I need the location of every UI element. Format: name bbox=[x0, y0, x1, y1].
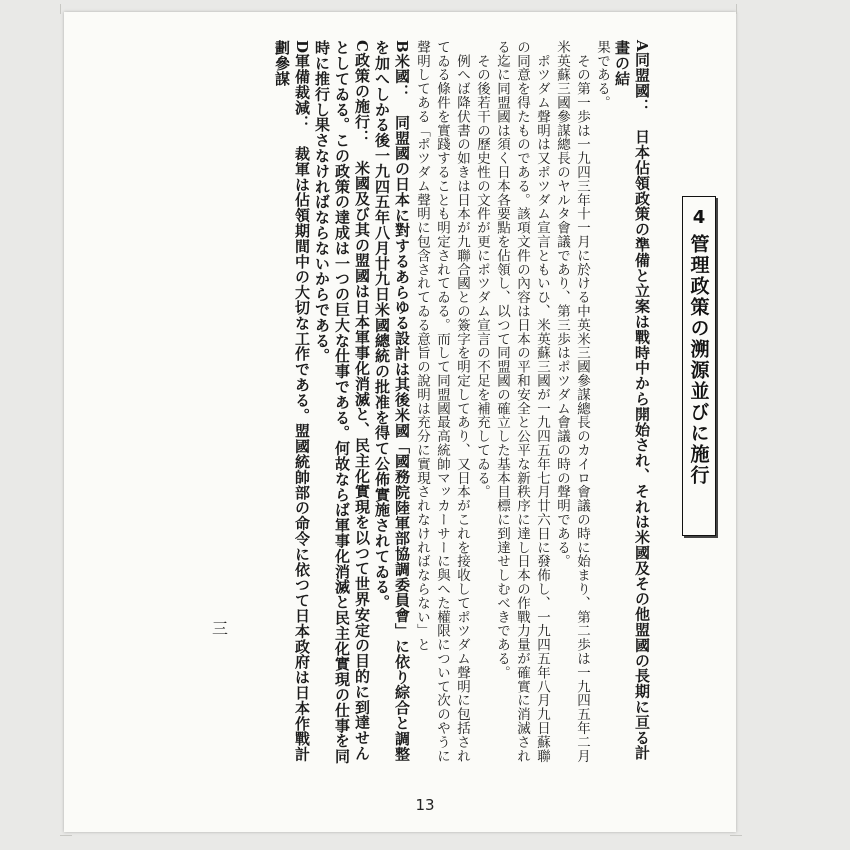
paragraph-d-heading: D軍備裁減： 裁軍は佔領期間中の大切な工作である。盟國統帥部の命令に依つて日本政府は日本作戰計劃參謀 bbox=[273, 40, 311, 762]
paragraph-c-heading: C政策の施行： 米國及び其の盟國は日本軍事化消滅と、民主化實現を以つて世界安定の目的に到達せんとしてゐる。この政策の達成は一つの巨大な仕事である。何故ならば軍事化消滅と民主化實現の仕事を同時に推行し果さなければならないからである。 bbox=[313, 40, 371, 764]
page-number: 13 bbox=[415, 796, 435, 814]
body-text bbox=[182, 40, 652, 770]
section-heading-box bbox=[682, 196, 716, 536]
crop-mark bbox=[736, 4, 737, 14]
crop-mark bbox=[60, 835, 72, 836]
crop-mark bbox=[60, 4, 61, 14]
crop-mark bbox=[730, 835, 742, 836]
paragraph-a-1: その第一歩は一九四三年十一月に於ける中英米三國參謀總長のカイロ會議の時に始まり、第二歩は一九四五年二月米英蘇三國參謀總長のヤルタ會議であり、第三歩はポツダム會議の時の聲明である。 bbox=[554, 40, 590, 763]
document-page bbox=[64, 12, 736, 832]
paragraph-a-heading: A同盟國： 日本佔領政策の準備と立案は戰時中から開始され、それは米國及その他盟國の長期に亘る計畫の結 bbox=[613, 40, 651, 761]
paragraph-a-4: 例へば降伏書の如きは日本が九聯合國との簽字を明定してあり、又日本がこれを接收してポツダム聲明に包括されてゐる條件を實踐することも明定されてゐる。而して同盟國最高統帥マッカーサーに與へた權限について次のやうに聲明してある「ポツダム聲明に包含されてゐる意旨の說明は充分に實現されなければならない」と bbox=[414, 40, 470, 763]
paragraph-a-2: ポツダム聲明は又ポツダム宣言ともいひ、米英蘇三國が一九四五年七月廿六日に發佈し、一九四五年八月九日蘇聯の同意を得たものである。該項文件の內容は日本の平和安全と公平な新秩序に達し日本の作戰力量が確實に消滅される迄に同盟國は須く日本各要點を佔領し、以つて同盟國の確立した基本目標に到達せしむべきである。 bbox=[494, 40, 550, 763]
section-title: 管理政策の溯源並びに施行 bbox=[687, 234, 710, 486]
section-number: 4 bbox=[692, 207, 706, 228]
kanji-page-marker: 三 bbox=[212, 619, 229, 638]
paragraph-a-continuation: 果である。 bbox=[594, 40, 610, 110]
paragraph-b-heading: B米國： 同盟國の日本に對するあらゆる設計は其後米國「國務院陸軍部協調委員會」に依り綜合と調整を加へしかる後一九四五年八月廿九日米國總統の批准を得て公佈實施されてゐる。 bbox=[373, 40, 411, 762]
paragraph-a-3: その後若干の歷史性の文件が更にポツダム宣言の不足を補充してゐる。 bbox=[474, 40, 490, 499]
